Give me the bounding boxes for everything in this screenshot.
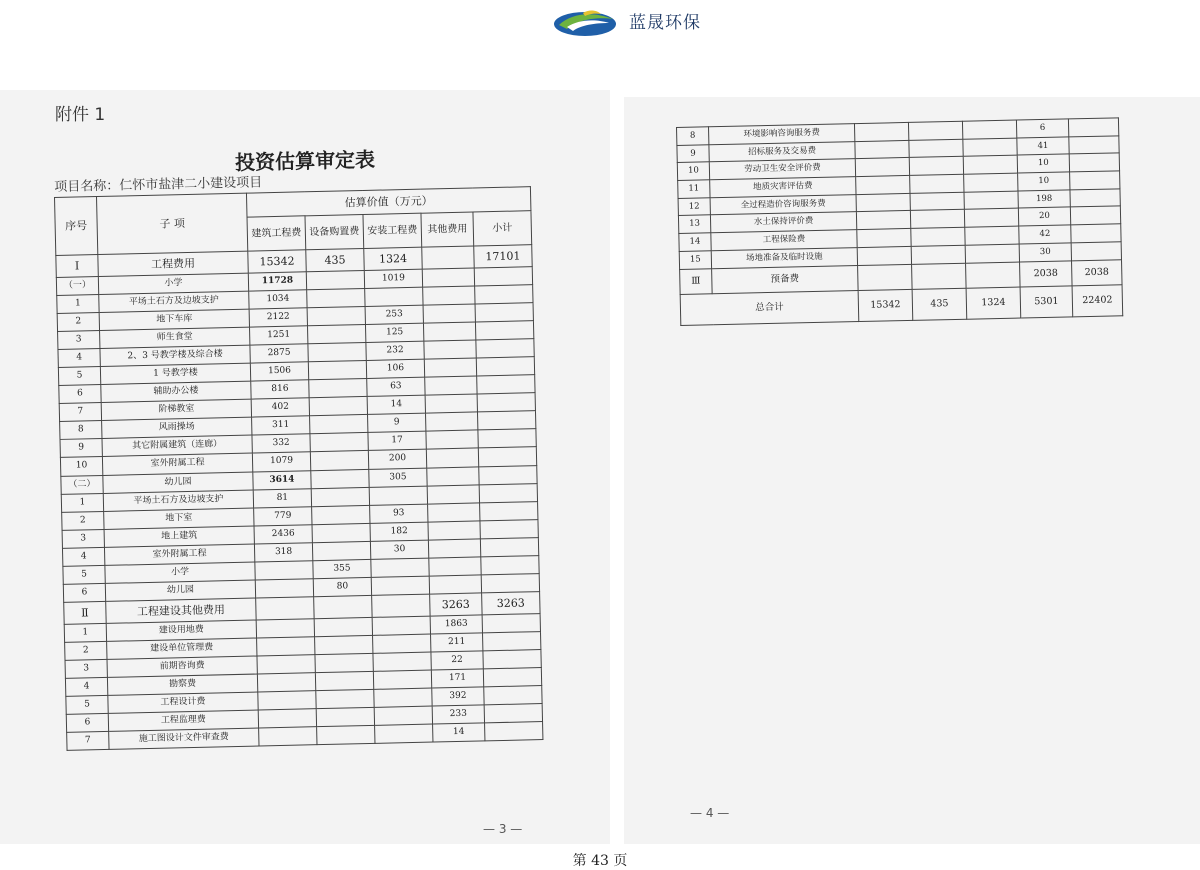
cell-subtotal — [475, 285, 533, 304]
cell-construction — [256, 597, 314, 620]
cell-seq: 12 — [678, 198, 710, 216]
cell-seq: 15 — [679, 251, 711, 269]
cell-subtotal — [484, 686, 542, 705]
cell-equipment — [309, 379, 367, 398]
cell-item: 全过程造价咨询服务费 — [710, 194, 856, 215]
cell-item: 工程设计费 — [108, 692, 258, 713]
cell-construction — [856, 175, 910, 194]
cell-item: 总合计 — [680, 290, 859, 325]
cell-subtotal — [476, 339, 534, 358]
cell-other — [424, 340, 476, 359]
cell-other — [424, 358, 476, 377]
cell-other: 392 — [432, 687, 484, 706]
investment-table-page3 — [54, 186, 542, 751]
cell-item: 招标服务及交易费 — [709, 141, 855, 162]
cell-seq: 5 — [63, 565, 105, 584]
cell-equipment — [317, 725, 375, 744]
cell-construction — [256, 619, 314, 638]
cell-installation — [965, 226, 1019, 245]
cell-other — [429, 557, 481, 576]
cell-construction: 2436 — [254, 524, 312, 543]
cell-installation — [965, 244, 1019, 263]
cell-subtotal — [477, 393, 535, 412]
cell-equipment — [310, 433, 368, 452]
cell-subtotal — [1071, 224, 1121, 243]
cell-construction — [857, 229, 911, 248]
cell-item: 建设单位管理费 — [107, 638, 257, 659]
cell-construction — [855, 158, 909, 177]
cell-equipment — [909, 139, 963, 158]
cell-construction: 318 — [254, 542, 312, 561]
cell-seq: Ⅰ — [56, 255, 98, 278]
cell-installation: 1324 — [966, 287, 1021, 319]
cell-subtotal: 2038 — [1072, 259, 1123, 285]
cell-installation: 17 — [368, 432, 426, 451]
cell-item: 风雨操场 — [102, 417, 252, 438]
cell-construction: 402 — [251, 398, 309, 417]
cell-seq: 9 — [677, 144, 709, 162]
cell-seq: 6 — [63, 583, 105, 602]
cell-installation: 14 — [367, 395, 425, 414]
cell-installation — [966, 262, 1021, 288]
cell-seq: 8 — [677, 127, 709, 145]
cell-other: 198 — [1018, 190, 1070, 209]
cell-construction — [255, 560, 313, 579]
cell-other: 22 — [431, 651, 483, 670]
cell-subtotal — [480, 501, 538, 520]
attachment-label: 附件 1 — [55, 105, 106, 125]
cell-subtotal — [481, 573, 539, 592]
cell-seq: 10 — [60, 457, 102, 476]
cell-installation — [963, 155, 1017, 174]
cell-equipment — [310, 415, 368, 434]
cell-installation — [371, 576, 429, 595]
cell-item: 勘察费 — [107, 674, 257, 695]
cell-subtotal — [1070, 189, 1120, 208]
cell-construction — [257, 655, 315, 674]
cell-other — [426, 430, 478, 449]
cell-subtotal — [483, 668, 541, 687]
cell-equipment — [310, 451, 368, 470]
cell-construction — [257, 673, 315, 692]
cell-installation: 125 — [365, 323, 423, 342]
cell-item: 工程保险费 — [711, 230, 857, 251]
cell-seq: 14 — [679, 233, 711, 251]
cell-equipment — [311, 487, 369, 506]
cell-item: 阶梯教室 — [101, 399, 251, 420]
project-name: 项目名称：仁怀市盐津二小建设项目 — [54, 175, 263, 195]
cell-seq: 6 — [66, 713, 108, 732]
cell-seq: 4 — [65, 677, 107, 696]
cell-other — [422, 246, 474, 269]
cell-item: 工程费用 — [98, 251, 248, 276]
cell-item: 室外附属工程 — [104, 544, 254, 565]
cell-construction: 332 — [252, 434, 310, 453]
cell-subtotal: 3263 — [482, 591, 540, 614]
cell-equipment — [316, 707, 374, 726]
header-subtotal: 小计 — [473, 211, 532, 246]
cell-other: 20 — [1018, 207, 1070, 226]
cell-item: 2、3 号教学楼及综合楼 — [100, 345, 250, 366]
cell-item: 1 号教学楼 — [100, 363, 250, 384]
cell-installation: 253 — [365, 305, 423, 324]
cell-item: 辅助办公楼 — [101, 381, 251, 402]
cell-installation — [964, 173, 1018, 192]
cell-seq: 11 — [678, 180, 710, 198]
page-number-4: — 4 — — [690, 806, 730, 820]
cell-seq: 3 — [65, 659, 107, 678]
cell-equipment — [307, 325, 365, 344]
cell-other: 10 — [1018, 172, 1070, 191]
cell-subtotal — [475, 303, 533, 322]
cell-subtotal — [479, 483, 537, 502]
cell-subtotal — [1070, 206, 1120, 225]
cell-item: 小学 — [105, 562, 255, 583]
cell-construction: 11728 — [248, 272, 306, 291]
cell-installation: 182 — [370, 522, 428, 541]
cell-seq: Ⅱ — [64, 601, 106, 624]
cell-construction: 2875 — [250, 344, 308, 363]
cell-other: 233 — [432, 705, 484, 724]
header-equipment: 设备购置费 — [305, 214, 364, 249]
cell-seq: 2 — [62, 511, 104, 530]
cell-installation — [372, 594, 430, 617]
cell-other: 1863 — [430, 615, 482, 634]
cell-installation — [963, 138, 1017, 157]
cell-installation: 1324 — [364, 247, 422, 270]
cell-seq: 7 — [59, 403, 101, 422]
cell-installation — [373, 634, 431, 653]
cell-other — [428, 521, 480, 540]
cell-other: 171 — [431, 669, 483, 688]
cell-seq: 1 — [64, 623, 106, 642]
cell-seq: 1 — [57, 295, 99, 314]
cell-construction: 311 — [252, 416, 310, 435]
cell-installation — [365, 287, 423, 306]
table-title: 投资估算审定表 — [234, 147, 376, 175]
cell-item: 平场土石方及边坡支护 — [99, 291, 249, 312]
cell-installation — [373, 670, 431, 689]
cell-equipment: 435 — [912, 288, 967, 320]
cell-seq: （二） — [61, 475, 103, 494]
cell-item: 施工图设计文件审查费 — [109, 728, 259, 749]
cell-equipment — [312, 541, 370, 560]
cell-equipment — [312, 523, 370, 542]
cell-subtotal — [478, 447, 536, 466]
cell-construction — [856, 193, 910, 212]
header-estimate-group: 估算价值（万元） — [246, 187, 530, 217]
cell-item: 幼儿园 — [103, 472, 253, 493]
cell-installation: 200 — [368, 450, 426, 469]
cell-installation: 106 — [366, 359, 424, 378]
cell-construction — [258, 691, 316, 710]
cell-other: 211 — [431, 633, 483, 652]
header-item: 子 项 — [97, 193, 248, 254]
cell-equipment — [315, 671, 373, 690]
cell-item: 室外附属工程 — [102, 454, 252, 475]
cell-equipment — [912, 263, 967, 289]
cell-installation: 232 — [366, 341, 424, 360]
cell-other — [427, 484, 479, 503]
cell-equipment — [308, 343, 366, 362]
cell-construction: 15342 — [858, 289, 913, 321]
cell-other — [428, 539, 480, 558]
cell-construction — [259, 727, 317, 746]
cell-seq: 6 — [59, 385, 101, 404]
cell-construction: 3614 — [253, 470, 311, 489]
cell-equipment — [910, 210, 964, 229]
cell-subtotal — [477, 411, 535, 430]
cell-other — [423, 286, 475, 305]
cell-other: 2038 — [1020, 260, 1073, 286]
cell-equipment — [307, 307, 365, 326]
cell-construction: 779 — [254, 506, 312, 525]
cell-seq: 1 — [61, 493, 103, 512]
cell-seq: （一） — [56, 277, 98, 296]
cell-item: 师生食堂 — [100, 327, 250, 348]
cell-equipment — [316, 689, 374, 708]
header-installation: 安装工程费 — [363, 213, 422, 248]
cell-other — [425, 394, 477, 413]
cell-construction: 1506 — [250, 362, 308, 381]
cell-other — [426, 448, 478, 467]
cell-other: 42 — [1019, 225, 1071, 244]
cell-subtotal — [476, 357, 534, 376]
cell-equipment — [312, 505, 370, 524]
cell-subtotal — [484, 704, 542, 723]
cell-item: 平场土石方及边坡支护 — [103, 490, 253, 511]
cell-other: 3263 — [430, 593, 482, 616]
cell-seq: 4 — [58, 349, 100, 368]
cell-equipment — [911, 245, 965, 264]
cell-construction — [257, 637, 315, 656]
cell-subtotal — [478, 429, 536, 448]
cell-subtotal — [474, 267, 532, 286]
cell-seq: 2 — [65, 641, 107, 660]
cell-construction: 1079 — [252, 452, 310, 471]
cell-construction — [258, 709, 316, 728]
cell-other: 6 — [1016, 119, 1068, 138]
cell-seq: 9 — [60, 439, 102, 458]
cell-subtotal — [1071, 242, 1121, 261]
cell-equipment — [309, 397, 367, 416]
cell-construction: 816 — [251, 380, 309, 399]
cell-item: 小学 — [98, 273, 248, 294]
cell-item: 水土保持评价费 — [710, 212, 856, 233]
cell-equipment: 435 — [306, 248, 364, 271]
cell-installation — [371, 558, 429, 577]
cell-construction: 15342 — [248, 250, 306, 273]
cell-other: 41 — [1017, 137, 1069, 156]
cell-subtotal — [480, 537, 538, 556]
cell-installation: 63 — [367, 377, 425, 396]
cell-construction — [855, 140, 909, 159]
cell-construction — [856, 211, 910, 230]
cell-item: 地下车库 — [99, 309, 249, 330]
cell-item: 建设用地费 — [106, 620, 256, 641]
cell-subtotal — [1068, 118, 1118, 137]
cell-equipment — [308, 361, 366, 380]
cell-installation — [375, 724, 433, 743]
header-other: 其他费用 — [421, 212, 474, 247]
cell-other — [428, 503, 480, 522]
cell-subtotal — [480, 519, 538, 538]
cell-installation: 93 — [370, 504, 428, 523]
cell-installation: 1019 — [364, 269, 422, 288]
cell-seq: 3 — [62, 529, 104, 548]
cell-subtotal — [485, 722, 543, 741]
cell-other — [426, 412, 478, 431]
cell-subtotal — [481, 555, 539, 574]
brand-name: 蓝晟环保 — [629, 13, 701, 33]
cell-seq: Ⅲ — [680, 268, 713, 294]
cell-subtotal: 17101 — [474, 245, 532, 268]
cell-seq: 4 — [62, 547, 104, 566]
cell-installation — [374, 706, 432, 725]
cell-installation: 9 — [368, 414, 426, 433]
cell-subtotal — [483, 650, 541, 669]
cell-other — [429, 575, 481, 594]
cell-other — [422, 268, 474, 287]
cell-equipment — [306, 270, 364, 289]
cell-construction: 1034 — [249, 290, 307, 309]
cell-subtotal — [482, 631, 540, 650]
cell-seq: 8 — [60, 421, 102, 440]
cell-equipment — [910, 174, 964, 193]
cell-item: 环境影响咨询服务费 — [709, 124, 855, 145]
cell-equipment — [314, 617, 372, 636]
cell-other: 30 — [1019, 243, 1071, 262]
cell-subtotal: 22402 — [1072, 284, 1123, 316]
investment-table-page4 — [676, 117, 1122, 325]
cell-construction: 1251 — [250, 326, 308, 345]
cell-construction — [858, 264, 913, 290]
cell-item: 工程建设其他费用 — [106, 598, 256, 623]
cell-other: 10 — [1017, 154, 1069, 173]
cell-item: 场地准备及临时设施 — [711, 247, 857, 268]
cell-installation — [369, 486, 427, 505]
cell-equipment — [911, 227, 965, 246]
cell-item: 其它附属建筑（连廊） — [102, 435, 252, 456]
cell-item: 地下室 — [104, 508, 254, 529]
cell-subtotal — [479, 465, 537, 484]
cell-construction: 81 — [253, 488, 311, 507]
cell-equipment — [315, 635, 373, 654]
cell-construction — [854, 122, 908, 141]
page-header — [0, 0, 1200, 45]
cell-item: 劳动卫生安全评价费 — [709, 159, 855, 180]
header-seq: 序号 — [55, 197, 98, 256]
cell-item: 幼儿园 — [105, 580, 255, 601]
lansheng-logo-icon — [553, 7, 617, 37]
cell-seq: 13 — [678, 215, 710, 233]
cell-item: 工程监理费 — [108, 710, 258, 731]
cell-other — [423, 322, 475, 341]
cell-installation — [964, 191, 1018, 210]
cell-construction: 2122 — [249, 308, 307, 327]
cell-subtotal — [477, 375, 535, 394]
cell-equipment: 355 — [313, 559, 371, 578]
cell-installation — [374, 688, 432, 707]
cell-other — [423, 304, 475, 323]
cell-item: 地上建筑 — [104, 526, 254, 547]
cell-equipment — [307, 289, 365, 308]
page-footer: 第 43 页 — [572, 853, 628, 869]
header-construction: 建筑工程费 — [247, 216, 306, 251]
cell-item: 预备费 — [712, 265, 859, 293]
cell-installation — [962, 120, 1016, 139]
cell-equipment — [311, 469, 369, 488]
cell-seq: 10 — [677, 162, 709, 180]
cell-item: 前期咨询费 — [107, 656, 257, 677]
cell-equipment — [909, 157, 963, 176]
cell-seq: 5 — [58, 367, 100, 386]
cell-construction — [255, 579, 313, 598]
page-number-3: — 3 — — [483, 822, 523, 836]
cell-subtotal — [1069, 136, 1119, 155]
cell-equipment — [314, 595, 372, 618]
cell-equipment: 80 — [313, 577, 371, 596]
cell-seq: 7 — [67, 732, 109, 751]
cell-seq: 5 — [66, 695, 108, 714]
cell-seq: 2 — [57, 313, 99, 332]
cell-other: 14 — [433, 723, 485, 742]
cell-equipment — [315, 653, 373, 672]
cell-installation — [373, 652, 431, 671]
cell-seq: 3 — [58, 331, 100, 350]
cell-construction — [857, 246, 911, 265]
cell-subtotal — [475, 321, 533, 340]
cell-equipment — [908, 121, 962, 140]
cell-item: 地质灾害评估费 — [710, 177, 856, 198]
cell-other — [427, 466, 479, 485]
cell-subtotal — [482, 613, 540, 632]
cell-other: 5301 — [1020, 285, 1073, 317]
cell-other — [425, 376, 477, 395]
cell-equipment — [910, 192, 964, 211]
cell-installation: 305 — [369, 468, 427, 487]
cell-subtotal — [1070, 171, 1120, 190]
cell-installation — [964, 208, 1018, 227]
cell-subtotal — [1069, 153, 1119, 172]
cell-installation — [372, 616, 430, 635]
cell-installation: 30 — [370, 540, 428, 559]
